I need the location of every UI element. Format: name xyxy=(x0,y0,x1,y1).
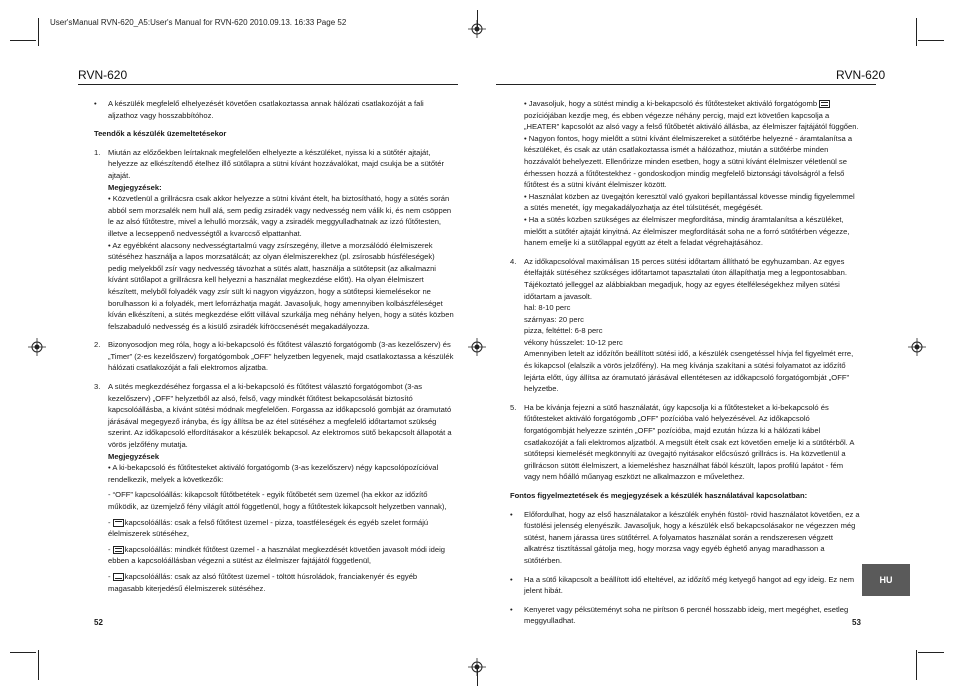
step-text: A sütés megkezdéséhez forgassa el a ki-bekapcsoló és fűtőtest választó forgatógombot (3-as kezelőszerv) „OFF” helyzetből az alsó, felső, vagy mindkét fűtőtest bekapcsolását biztosító kapcsolóállásba, a kívánt sütési módnak megfelelően. Forgassa az időkapcsoló gombját az óramutató járásával megegyező irányba, és így állítsa be az étel sütéséhez a megfelelő időtartamot szükség szerint. Az időkapcsoló elfordításakor a készülék bekapcsol. Az elektromos sütő bekapcsolt állapotát a vörös jelzőfény mutatja. xyxy=(108,382,452,450)
section-heading: Teendők a készülék üzemeltetésekor xyxy=(94,129,227,139)
note-title: Megjegyzések: xyxy=(108,182,162,192)
note-bullet-1 xyxy=(510,98,860,133)
option-top: - kapcsolóállás: csak a felső fűtőtest üzemel - pizza, toastféleségek és egyéb szelet formájú élelmiszerek sütéséhez, xyxy=(108,517,429,539)
intro-bullet xyxy=(94,98,454,121)
note-text: • Az egyébként alacsony nedvességtartalmú vagy zsírszegény, illetve a morzsálódó élelmiszerek sütéséhez használja a lapos morzsatálcát; az olyan élelmiszerekhez (pl. zsírosabb húsféleségek) pedig melyekből zsír vagy nedvesség távozhat a sütés alatt, használja a sütőtepsit (az alkalmazni kívánt sütőlapot a grillrácsra kell helyezni a használat megkezdése előtt). Ha olyan élelmiszert készített, melyből folyadék vagy zsír sült ki nagyon vigyázzon, hogy a sütőtepsi kiemelésekor ne borulhasson ki a folyadék, mert leforrázhatja magát. Javasoljuk, hogy amennyiben kolbászféleséget kíván elkészíteni, a sütés megkezdése előtt villával szurkálja meg néhány helyen, hogy a sütés közben felszabaduló nedvesség és a kisülő zsiradék kifröccsenését megakadályozza. xyxy=(108,240,454,331)
model-title-right: RVN-620 xyxy=(836,68,886,82)
page-number-left: 52 xyxy=(94,618,103,627)
option-bottom: - kapcsolóállás: csak az alsó fűtőtest üzemel - töltött húsroládok, franciakenyér és egyéb magasabb kiterjedésű élelmiszerek sütéséhez. xyxy=(108,571,418,593)
print-header: User'sManual RVN-620_A5:User's Manual for RVN-620 2010.09.13. 16:33 Page 52 xyxy=(50,18,347,27)
step-number: 2. xyxy=(94,340,101,350)
crop-mark xyxy=(38,18,39,46)
registration-mark-icon xyxy=(908,338,926,356)
page-number-right: 53 xyxy=(852,618,861,627)
time-entry: vékony hússzelet: 10-12 perc xyxy=(524,337,623,347)
time-entry: szárnyas: 20 perc xyxy=(524,314,584,324)
step-text: Az időkapcsolóval maximálisan 15 perces sütési időtartam állítható be egyhuzamban. Az egyes ételfajták sütéséhez szükséges időtartamot tapasztalati úton állapíthatja meg a legpontosabban. Tájékoztató jelleggel az alábbiakban megadjuk, hogy az egyes ételféleségekhez milyen sütési időtartam a javasolt. xyxy=(524,256,847,301)
note-bullet-3 xyxy=(510,191,860,214)
step-number: 4. xyxy=(510,256,517,266)
step-text: Ha be kívánja fejezni a sütő használatát, úgy kapcsolja ki a fűtőtesteket a ki-bekapcsoló és fűtőtesteket aktiváló forgatógomb „OFF” pozícióba való helyezésével. Az időkapcsoló forgatógombját helyezze szintén „OFF” pozícióba, majd ezután húzza ki a hálózati kábel csatlakozóját a fali elektromos aljzatból. A megsült ételt csak ezt követően emelje ki a sütőtérből. A sütőtepsi kiemelését megkönnyíti az üvegajtó nyitásakor előcsúszó grillrács is. Ha közvetlenül a grillrácson sütött élelmiszert, a kiemeléshez használhat fából készült, lapos profilú lapátot - fém vagy nem hőálló műanyag eszközt ne alkalmazzon e művelethez. xyxy=(524,402,855,482)
note-text: • Ha a sütés közben szükséges az élelmiszer megfordítása, mindig áramtalanítsa a készüléket, mielőtt a sütőtér ajtaját kinyitná. Az élelmiszer megfordítását soha ne a forró sütőtérben végezze, hanem emelje ki a sütőlappal együtt az ételt a feladat végrehajtásához. xyxy=(524,214,850,248)
option-text: kapcsolóállás: csak a felső fűtőtest üzemel - pizza, toastféleségek és egyéb szelet formájú élelmiszerek sütéséhez, xyxy=(108,517,429,539)
bullet-marker: • xyxy=(510,604,513,614)
top-heater-icon xyxy=(113,519,124,527)
option-text: kapcsolóállás: mindkét fűtőtest üzemel - a használat megkezdését követően javasolt módi ideig ebben a kapcsolóállásban végezni a sütést az élelmiszer fajtájától függetlenül, xyxy=(108,544,446,566)
note-bullet-2 xyxy=(510,133,860,191)
warning-text: Kenyeret vagy péksüteményt soha ne pirítson 6 percnél hosszabb ideig, mert megéghet, esetleg meggyulladhat. xyxy=(524,604,849,626)
step-3 xyxy=(94,381,454,594)
step-4 xyxy=(510,256,860,395)
warning-text: Ha a sütő kikapcsolt a beállított idő elteltével, az időzítő még ketyegő hangot ad egy ideig. Ez nem jelent hibát. xyxy=(524,574,855,596)
crop-mark xyxy=(10,652,36,653)
both-heaters-icon xyxy=(819,100,830,108)
header-rule-left xyxy=(78,84,458,85)
note-bullet-4 xyxy=(510,214,860,249)
registration-mark-icon xyxy=(468,338,486,356)
warning-text: Előfordulhat, hogy az első használatakor a készülék enyhén füstöl- rövid használatot követően, ez a füstölési jelenség elenyészik. Javasoljuk, hogy a készülék első bekapcsolásakor ne végezzen még sütést, hanem járassa üres sütőtérrel. A folyamatos használat során a rendszeresen végzett alkatrész tisztítással gátolja meg, hogy morzsa vagy egyéb éghető anyag maradhasson a sütőtérben. xyxy=(524,509,860,565)
step-2 xyxy=(94,339,454,374)
right-page-body xyxy=(510,98,860,627)
left-page-body xyxy=(94,98,454,594)
model-title-left: RVN-620 xyxy=(78,68,128,82)
step-text: Miután az előzőekben leírtaknak megfelelően elhelyezte a készüléket, nyissa ki a sütőtér ajtaját, helyezze az elkészítendő ételhez illő sütőlapra a sütni kívánt hozzávalókat, majd csukja be a sütőtér ajtaját. xyxy=(108,147,445,180)
crop-mark xyxy=(916,650,917,680)
option-text: kapcsolóállás: csak az alsó fűtőtest üzemel - töltött húsroládok, franciakenyér és egyéb magasabb kiterjedésű élelmiszerek sütéséhez. xyxy=(108,571,418,593)
crop-mark xyxy=(916,18,917,46)
registration-mark-icon xyxy=(28,338,46,356)
step-1 xyxy=(94,147,454,333)
crop-mark xyxy=(918,652,944,653)
step-5 xyxy=(510,402,860,483)
option-off: - “OFF” kapcsolóállás: kikapcsolt fűtőtbetétek - egyik fűtőbetét sem üzemel (ha ekkor az időzítő működik, az üzemjelző fény világít attól függetlenül, hogy a fűtőtestek kikapcsolt helyzetben vannak), xyxy=(108,490,447,511)
note-text: • Közvetlenül a grillrácsra csak akkor helyezze a sütni kívánt ételt, ha biztosítható, hogy a sütés során abból sem morzsalék nem hull alá, sem pedig zsiradék vagy nedvesség nem válik ki, és nem csöppen le az alsó fűtőtestre, mivel a lehulló morzsák, vagy a zsiradék meggyulladhatnak az izzó fűtőtesten, illetve a lecseppenő nedvességtől a kvarccső elpattanhat. xyxy=(108,194,452,238)
crop-mark xyxy=(918,40,944,41)
note-text: • A ki-bekapcsoló és fűtőtesteket aktiváló forgatógomb (3-as kezelőszerv) négy kapcsolópozícióval rendelkezik, melyek a következők: xyxy=(108,463,439,484)
crop-mark xyxy=(10,40,36,41)
time-entry: hal: 8-10 perc xyxy=(524,303,571,313)
warning-2 xyxy=(510,574,860,597)
section-heading: Fontos figyelmeztetések és megjegyzések a készülék használatával kapcsolatban: xyxy=(510,491,808,500)
option-both: - kapcsolóállás: mindkét fűtőtest üzemel - a használat megkezdését követően javasolt módi ideig ebben a kapcsolóállásban végezni a sütést az élelmiszer fajtájától függetlenül, xyxy=(108,544,446,566)
language-tab: HU xyxy=(862,564,910,596)
intro-text: A készülék megfelelő elhelyezését követően csatlakoztassa annak hálózati csatlakozóját a fali aljzathoz vagy hosszabbítóhoz. xyxy=(108,99,424,120)
note-text: • Használat közben az üvegajtón keresztül való gyakori bepillantással kövesse mindig figyelemmel a sütés menetét, így megakadályozhatja az étel túlsütését, megégését. xyxy=(524,191,855,213)
bullet-marker: • xyxy=(510,574,513,584)
step-number: 1. xyxy=(94,147,101,157)
note-text: • Nagyon fontos, hogy mielőtt a sütni kívánt élelmiszereket a sütőtérbe helyezné - áramtalanítsa a készüléket, és csak az után csatlakoztassa ismét a hálózathoz, miután a sütőtérbe minden hozzávalót behelyezett. Ellenőrizze minden esetben, hogy a sütni kívánt élelmiszer véletlenül se érhessen hozzá a fűtőtestekhez - gondoskodjon mindig megfelelő biztonsági távolságról a felső fűtőtest és a sütni kívánt élelmiszer között. xyxy=(524,133,853,190)
bullet-marker: • xyxy=(94,99,97,108)
registration-mark-icon xyxy=(468,20,486,38)
step-number: 5. xyxy=(510,402,517,412)
crop-mark xyxy=(38,650,39,680)
step-text: Bizonyosodjon meg róla, hogy a ki-bekapcsoló és fűtőtest választó forgatógomb (3-as kezelőszerv) és „Timer” (2-es kezelőszerv) forgatógombok „OFF” helyzetben legyenek, majd csatlakoztassa a készülék hálózati csatlakozóját a fali elektromos aljzatba. xyxy=(108,340,454,373)
time-entry: pizza, feltéttel: 6-8 perc xyxy=(524,326,603,336)
bullet-marker: • xyxy=(510,509,513,519)
step-text: Amennyiben letelt az időzítőn beállított sütési idő, a készülék csengetéssel hívja fel figyelmét erre, és kikapcsol (elalszik a vörös jelzőfény). Ha meg kívánja szakítani a sütési folyamatot az időzítő lejárta előtt, úgy állítsa az óramutató járásával ellentétesen az időkapcsoló forgatógombját „OFF” helyzetbe. xyxy=(524,349,854,394)
note-text: pozíciójában kezdje meg, és ebben végezze néhány percig, majd ezt követően kapcsolja a „HEATER” kapcsolót az alsó vagy a felső fűtőbetét aktiváló állásba, az élelmiszer fajtájától függően. xyxy=(524,110,859,132)
registration-mark-icon xyxy=(468,658,486,676)
warning-3 xyxy=(510,604,860,627)
note-text: • Javasoljuk, hogy a sütést mindig a ki-bekapcsoló és fűtőtesteket aktiváló forgatógomb xyxy=(524,99,818,108)
header-rule-right xyxy=(496,84,876,85)
step-number: 3. xyxy=(94,382,101,392)
note-title: Megjegyzések xyxy=(108,451,160,461)
bottom-heater-icon xyxy=(113,573,124,581)
warning-1 xyxy=(510,509,860,567)
both-heaters-icon xyxy=(113,546,124,554)
